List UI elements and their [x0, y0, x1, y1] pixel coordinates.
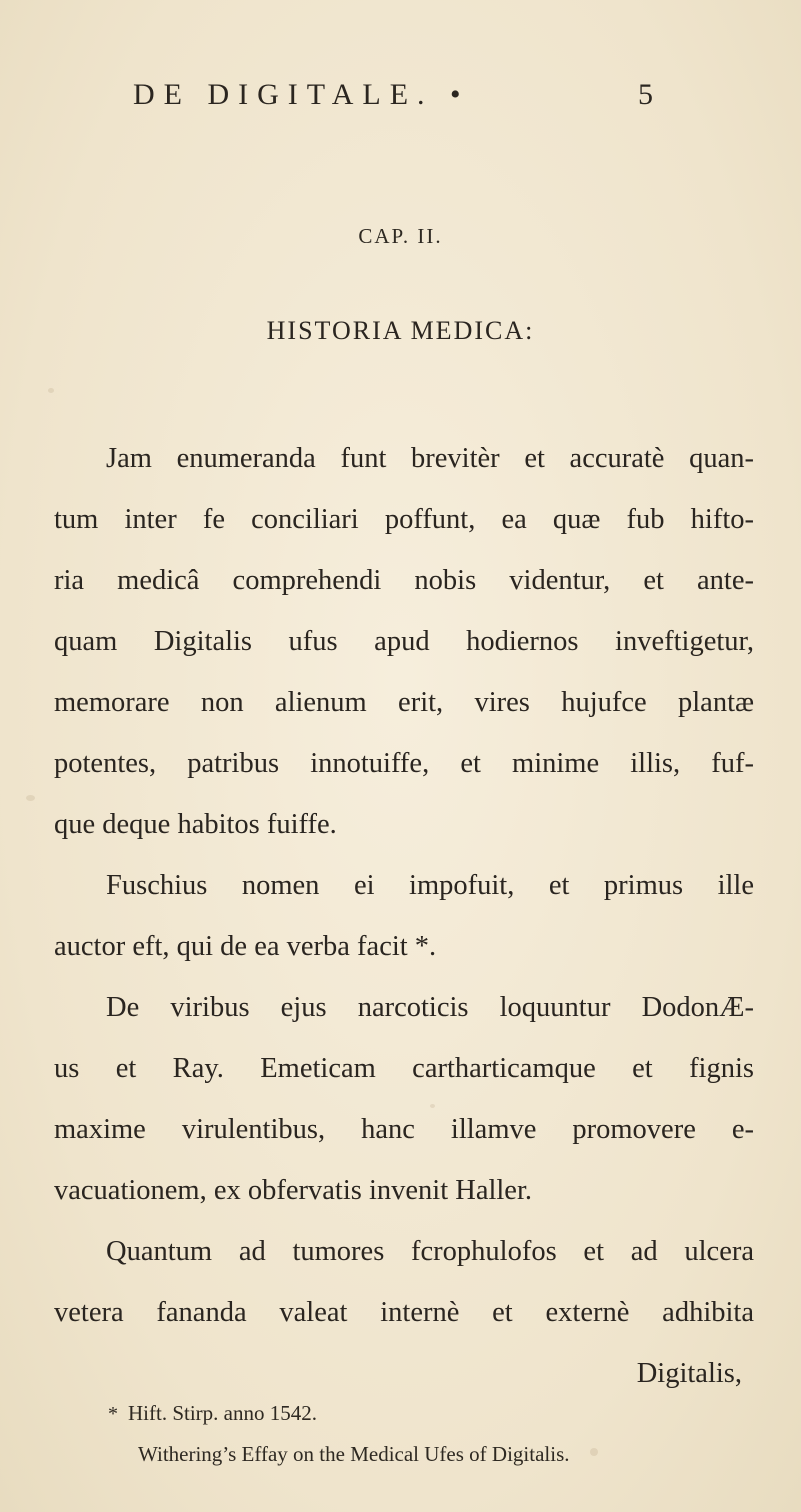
text-line: vacuationem, ex obfervatis invenit Haller.: [54, 1175, 533, 1206]
text-line: potentes, patribus innotuiffe, et minime illis, fuf-: [54, 748, 754, 779]
foxing-spot: [48, 388, 54, 393]
footnote-text: Hift. Stirp. anno 1542.: [128, 1401, 317, 1425]
body-text: [54, 428, 754, 1404]
text-line: Quantum ad tumores fcrophulofos et ad ulcera: [106, 1236, 754, 1267]
section-title: HISTORIA MEDICA:: [266, 316, 535, 345]
footnote: [108, 1393, 768, 1434]
footnote: [108, 1434, 768, 1474]
chapter-label: CAP. II.: [358, 224, 443, 248]
text-line: maxime virulentibus, hanc illamve promovere e-: [54, 1114, 754, 1145]
page-number: 5: [638, 78, 653, 111]
text-line: auctor eft, qui de ea verba facit *.: [54, 931, 437, 962]
text-line: tum inter fe conciliari poffunt, ea quæ fub hifto-: [54, 504, 754, 535]
text-line: memorare non alienum erit, vires hujufce plantæ: [54, 687, 754, 718]
foxing-spot: [26, 795, 35, 801]
text-line: us et Ray. Emeticam cartharticamque et fignis: [54, 1053, 754, 1084]
catchword: Digitalis,: [636, 1358, 742, 1389]
text-line: quam Digitalis ufus apud hodiernos inveftigetur,: [54, 626, 754, 657]
text-line: ria medicâ comprehendi nobis videntur, et ante-: [54, 565, 754, 596]
text-line: De viribus ejus narcoticis loquuntur DodonÆ-: [106, 992, 754, 1023]
text-line: que deque habitos fuiffe.: [54, 809, 337, 840]
footnote-text: Withering’s Effay on the Medical Ufes of Digitalis.: [138, 1442, 570, 1466]
text-line: vetera fananda valeat internè et externè adhibita: [54, 1297, 754, 1328]
text-line: Fuschius nomen ei impofuit, et primus ille: [106, 870, 754, 901]
running-head-title: DE DIGITALE. •: [133, 78, 470, 111]
footnote-mark: *: [108, 1403, 118, 1425]
text-line: Jam enumeranda funt brevitèr et accuratè quan-: [106, 443, 754, 474]
running-head: [133, 78, 653, 118]
footnotes: [108, 1393, 768, 1474]
